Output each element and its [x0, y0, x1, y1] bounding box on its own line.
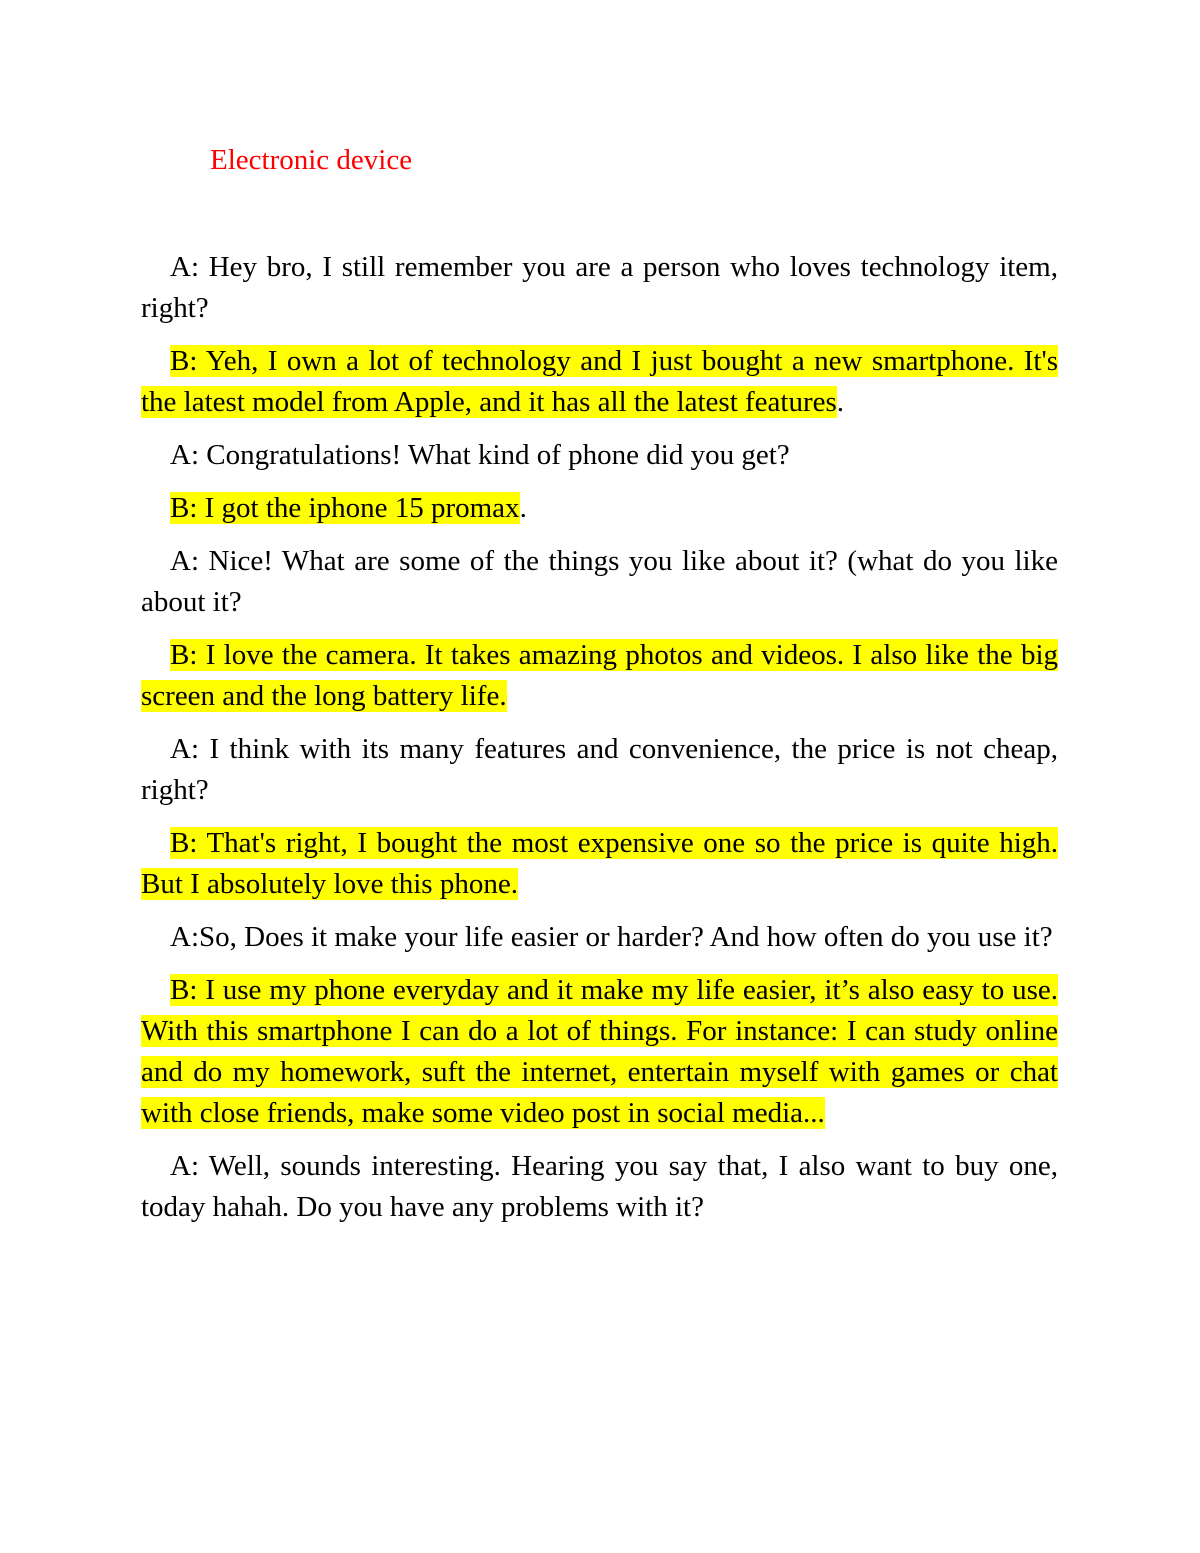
dialogue-paragraph-b3 [141, 635, 1058, 717]
dialogue-paragraph-b4 [141, 823, 1058, 905]
dialogue-paragraph-a1 [141, 247, 1058, 329]
highlighted-text: B: That's right, I bought the most expensive one so the price is quite high. But I absolutely love this phone. [141, 827, 1058, 900]
document-title: Electronic device [210, 144, 413, 176]
dialogue-paragraph-a5 [141, 917, 1058, 958]
dialogue-paragraph-a3 [141, 541, 1058, 623]
dialogue-text: A:So, Does it make your life easier or harder? And how often do you use it? [170, 921, 1053, 953]
dialogue-paragraph-b5 [141, 970, 1058, 1134]
dialogue-paragraph-b2 [141, 488, 1058, 529]
dialogue-paragraph-a4 [141, 729, 1058, 811]
dialogue-text: A: Hey bro, I still remember you are a person who loves technology item, right? [141, 251, 1058, 324]
dialogue-text: A: Congratulations! What kind of phone did you get? [170, 439, 790, 471]
dialogue-tail: . [519, 492, 527, 524]
highlighted-text: B: I got the iphone 15 promax [170, 492, 520, 524]
dialogue-paragraph-a2 [141, 435, 1058, 476]
dialogue-paragraph-a6 [141, 1146, 1058, 1228]
highlighted-text: B: Yeh, I own a lot of technology and I just bought a new smartphone. It's the latest model from Apple, and it has all the latest features [141, 345, 1058, 418]
dialogue-tail: . [836, 386, 845, 418]
highlighted-text: B: I love the camera. It takes amazing photos and videos. I also like the big screen and the long battery life. [141, 639, 1058, 712]
dialogue-text: A: I think with its many features and convenience, the price is not cheap, right? [141, 733, 1058, 806]
highlighted-text: B: I use my phone everyday and it make my life easier, it’s also easy to use. With this smartphone I can do a lot of things. For instance: I can study online and do my homework, suft the internet, entertain myself with games or chat with close friends, make some video post in social media... [141, 974, 1058, 1129]
dialogue-text: A: Nice! What are some of the things you like about it? (what do you like about it? [141, 545, 1058, 618]
dialogue-paragraph-b1 [141, 341, 1058, 423]
dialogue-body [141, 247, 1058, 1240]
dialogue-text: A: Well, sounds interesting. Hearing you say that, I also want to buy one, today hahah. Do you have any problems with it? [141, 1150, 1058, 1223]
